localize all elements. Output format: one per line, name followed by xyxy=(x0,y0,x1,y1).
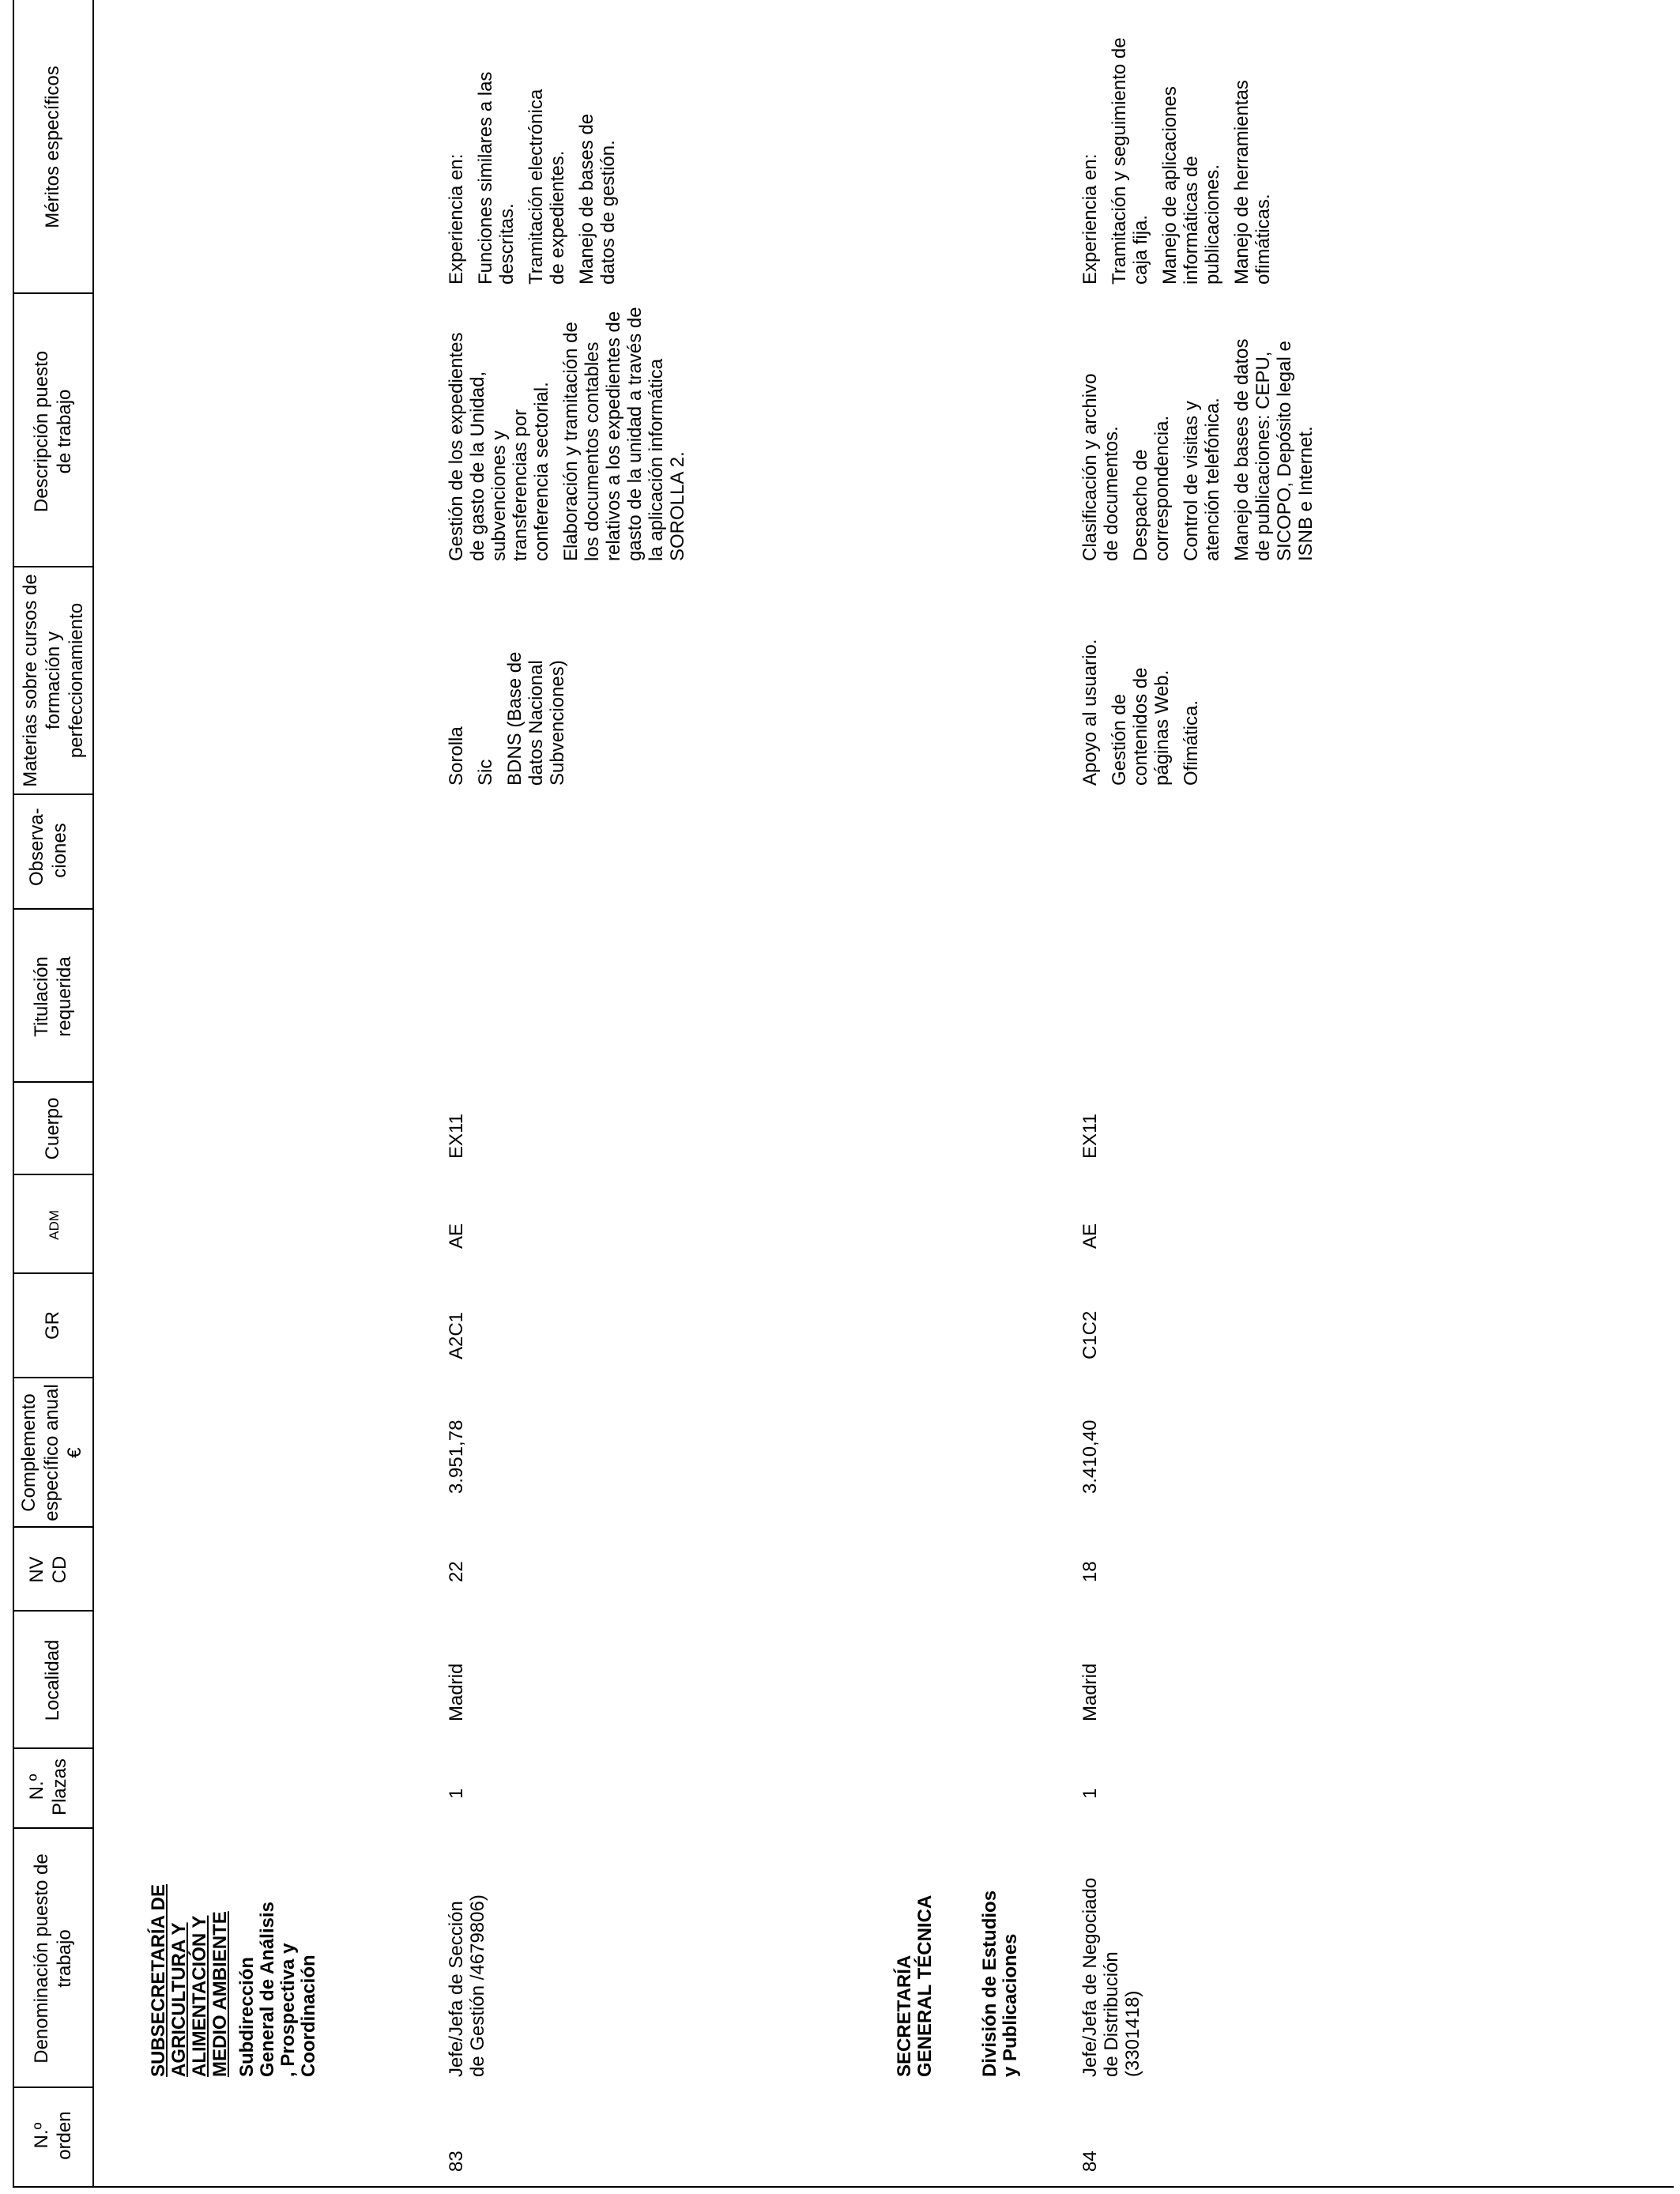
table-left-border xyxy=(13,2186,1674,2188)
column-separator xyxy=(13,566,93,567)
materia-item: Ofimática. xyxy=(1181,699,1202,786)
header-titulacion: Titulación requerida xyxy=(31,956,75,1037)
header-divider xyxy=(92,0,94,2188)
merito-item: Manejo de herramientas ofimáticas. xyxy=(1231,80,1274,285)
section-subsecretaria: SUBSECRETARÍA DE AGRICULTURA Y ALIMENTACIÓN Y MEDIO AMBIENTE xyxy=(148,1883,231,2077)
materia-item: Sic xyxy=(475,759,496,786)
row-meritos xyxy=(446,63,627,285)
header-gr: GR xyxy=(42,1311,63,1340)
header-nv-cd: NV CD xyxy=(26,1555,70,1584)
column-separator xyxy=(13,2087,93,2088)
merito-item: Manejo de aplicaciones informáticas de publicaciones. xyxy=(1159,86,1223,285)
header-denominacion: Denominación puesto de trabajo xyxy=(31,1853,75,2064)
descripcion-item: Control de visitas y atención telefónica. xyxy=(1181,398,1223,561)
row-descripcion xyxy=(446,300,696,561)
row-nivel: 18 xyxy=(1079,1561,1101,1582)
row-denominacion: Jefe/Jefa de Negociado de Distribución (3301418) xyxy=(1079,1877,1143,2077)
header-complemento: Complemento específico anual € xyxy=(18,1384,85,1521)
row-localidad: Madrid xyxy=(446,1663,467,1721)
row-orden: 84 xyxy=(1079,2151,1101,2172)
section-secretaria: SECRETARÍA GENERAL TÉCNICA xyxy=(894,1894,936,2077)
column-separator xyxy=(13,794,93,795)
descripcion-item: Gestión de los expedientes de gasto de la Unidad, subvenciones y transferencias por conferencia sectorial. xyxy=(446,332,552,561)
column-separator xyxy=(13,1827,93,1829)
row-meritos xyxy=(1079,37,1282,285)
row-plazas: 1 xyxy=(446,1788,467,1799)
column-separator xyxy=(13,1174,93,1175)
row-grupo: A2C1 xyxy=(446,1311,467,1359)
descripcion-item: Manejo de bases de datos de publicaciones: CEPU, SICOPO, Depósito legal e ISNB e Internet. xyxy=(1231,338,1317,561)
row-complemento: 3.410,40 xyxy=(1079,1419,1101,1494)
merito-item: Manejo de bases de datos de gestión. xyxy=(576,113,619,285)
materia-item: Gestión de contenidos de páginas Web. xyxy=(1109,667,1173,786)
row-localidad: Madrid xyxy=(1079,1663,1101,1721)
row-cuerpo: EX11 xyxy=(1079,1114,1101,1159)
row-grupo: C1C2 xyxy=(1079,1310,1101,1359)
merito-item: Experiencia en: xyxy=(1079,153,1101,285)
column-separator xyxy=(13,1747,93,1749)
header-plazas: N.º Plazas xyxy=(26,1758,70,1816)
row-descripcion xyxy=(1079,324,1324,561)
section-division: División de Estudios y Publicaciones xyxy=(979,1890,1021,2077)
materia-item: BDNS (Base de datos Nacional Subvenciones) xyxy=(504,651,568,786)
row-denominacion: Jefe/Jefa de Sección de Gestión /4679806) xyxy=(446,1894,488,2077)
merito-item: Experiencia en: xyxy=(446,153,467,285)
materia-item: Apoyo al usuario. xyxy=(1079,639,1101,786)
row-plazas: 1 xyxy=(1079,1788,1101,1799)
descripcion-item: Despacho de correspondencia. xyxy=(1130,415,1173,561)
column-separator xyxy=(13,908,93,910)
column-separator xyxy=(13,292,93,294)
column-separator xyxy=(13,1377,93,1378)
table-top-border xyxy=(13,0,14,2188)
materia-item: Sorolla xyxy=(446,726,467,786)
descripcion-item: Elaboración y tramitación de los documentos contables relativos a los expedientes de gasto de la unidad a través de la aplicación informática SOROLLA 2. xyxy=(560,307,688,561)
header-observaciones: Observa-ciones xyxy=(26,808,70,886)
row-adm: AE xyxy=(1079,1223,1101,1249)
row-nivel: 22 xyxy=(446,1561,467,1582)
column-separator xyxy=(13,1526,93,1528)
header-orden: N.º orden xyxy=(31,2111,75,2160)
header-materias: Materias sobre cursos de formación y perfeccionamiento xyxy=(20,574,87,787)
merito-item: Funciones similares a las descritas. xyxy=(475,71,518,285)
row-materias xyxy=(1079,628,1210,786)
header-localidad: Localidad xyxy=(42,1639,63,1721)
header-descripcion: Descripción puesto de trabajo xyxy=(31,350,75,513)
section-subdireccion: Subdirección General de Análisis , Prospectiva y Coordinación xyxy=(236,1902,319,2077)
column-separator xyxy=(13,1272,93,1274)
descripcion-item: Clasificación y archivo de documentos. xyxy=(1079,373,1122,561)
header-adm: ADM xyxy=(47,1210,62,1240)
column-separator xyxy=(13,1081,93,1083)
row-adm: AE xyxy=(446,1223,467,1249)
merito-item: Tramitación electrónica de expedientes. xyxy=(525,89,568,285)
merito-item: Tramitación y seguimiento de caja fija. xyxy=(1109,37,1151,285)
row-complemento: 3.951,78 xyxy=(446,1419,467,1494)
header-cuerpo: Cuerpo xyxy=(42,1097,63,1160)
row-orden: 83 xyxy=(446,2151,467,2172)
column-separator xyxy=(13,1610,93,1612)
header-meritos: Méritos específicos xyxy=(42,66,63,228)
row-cuerpo: EX11 xyxy=(446,1114,467,1159)
row-materias xyxy=(446,572,576,786)
